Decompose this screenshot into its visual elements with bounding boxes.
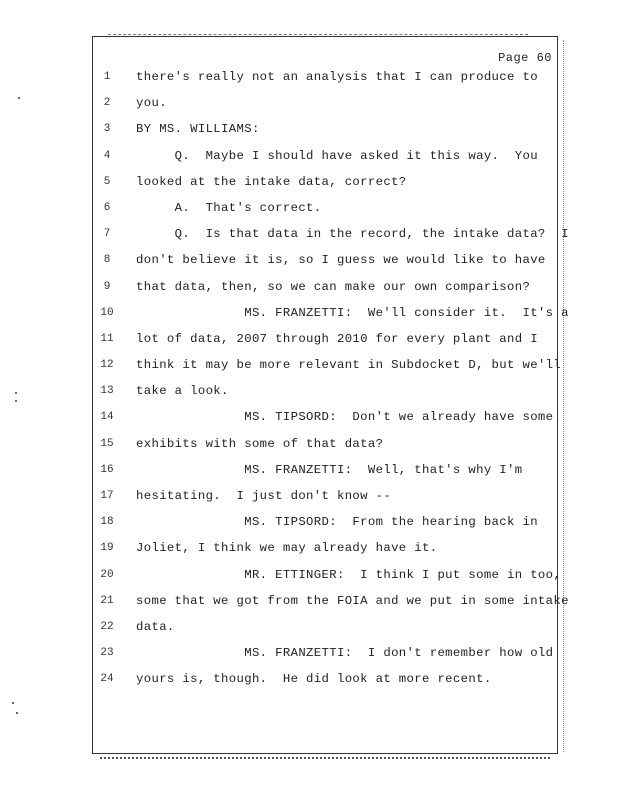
line-text: take a look.: [136, 384, 229, 399]
transcript-line: [0, 378, 618, 404]
transcript-line: [0, 614, 618, 640]
line-text: Joliet, I think we may already have it.: [136, 541, 438, 556]
transcript-line: [0, 483, 618, 509]
transcript-line: [0, 143, 618, 169]
transcript-line: [0, 274, 618, 300]
line-text: MS. FRANZETTI: I don't remember how old: [136, 646, 554, 661]
line-number: 19: [100, 542, 114, 555]
line-number: 13: [100, 385, 114, 398]
line-number: 9: [103, 280, 111, 293]
line-text: hesitating. I just don't know --: [136, 489, 392, 503]
line-text: that data, then, so we can make our own comparison?: [136, 279, 531, 294]
line-number: 24: [100, 673, 114, 686]
line-number: 3: [103, 123, 111, 136]
line-text: A. That's correct.: [136, 200, 322, 215]
line-text: Q. Is that data in the record, the intake data? I: [136, 227, 569, 242]
transcript-lines: [0, 64, 618, 693]
transcript-line: [0, 116, 618, 142]
line-number: 11: [100, 332, 114, 345]
line-text: MR. ETTINGER: I think I put some in too,: [136, 567, 562, 582]
line-text: MS. FRANZETTI: Well, that's why I'm: [136, 462, 523, 477]
line-text: MS. TIPSORD: From the hearing back in: [136, 515, 538, 530]
line-text: lot of data, 2007 through 2010 for every plant and I: [136, 331, 538, 346]
line-number: 10: [100, 306, 114, 319]
line-number: 7: [103, 228, 111, 241]
transcript-line: [0, 431, 618, 457]
line-number: 20: [100, 568, 114, 581]
transcript-line: [0, 64, 618, 90]
line-number: 16: [100, 463, 114, 476]
line-number: 2: [103, 97, 111, 110]
transcript-line: [0, 195, 618, 221]
scan-speck: [16, 712, 18, 714]
line-text: you.: [136, 96, 167, 111]
line-number: 14: [100, 411, 114, 424]
transcript-line: [0, 247, 618, 273]
transcript-line: [0, 457, 618, 483]
line-text: looked at the intake data, correct?: [136, 174, 407, 189]
scan-speck: [15, 392, 17, 394]
line-text: don't believe it is, so I guess we would like to have: [136, 253, 546, 268]
transcript-line: [0, 562, 618, 588]
line-text: data.: [136, 619, 175, 634]
transcript-line: [0, 588, 618, 614]
top-scan-edge: [108, 34, 528, 35]
line-number: 22: [100, 620, 114, 633]
line-number: 18: [100, 516, 114, 529]
scan-speck: [18, 97, 20, 99]
line-text: Q. Maybe I should have asked it this way. You: [136, 148, 538, 163]
line-number: 12: [100, 359, 114, 372]
line-text: BY MS. WILLIAMS:: [136, 122, 260, 137]
line-number: 21: [100, 594, 114, 607]
line-number: 8: [103, 254, 111, 267]
line-text: think it may be more relevant in Subdocket D, but we'll: [136, 358, 562, 373]
transcript-line: [0, 640, 618, 666]
transcript-line: [0, 666, 618, 692]
line-text: some that we got from the FOIA and we put in some intake: [136, 593, 569, 608]
line-number: 1: [103, 71, 111, 83]
line-text: MS. TIPSORD: Don't we already have some: [136, 410, 554, 425]
transcript-line: [0, 300, 618, 326]
line-text: there's really not an analysis that I can produce to: [136, 70, 538, 84]
scan-speck: [12, 702, 14, 704]
page-number: Page 60: [498, 51, 552, 65]
transcript-line: [0, 169, 618, 195]
line-number: 4: [103, 149, 111, 162]
transcript-line: [0, 90, 618, 116]
line-number: 6: [103, 201, 111, 214]
line-text: yours is, though. He did look at more recent.: [136, 672, 492, 687]
transcript-line: [0, 352, 618, 378]
line-number: 15: [100, 437, 114, 450]
transcript-line: [0, 404, 618, 430]
scan-speck: [15, 400, 17, 402]
line-text: MS. FRANZETTI: We'll consider it. It's a: [136, 305, 569, 320]
transcript-line: [0, 221, 618, 247]
line-text: exhibits with some of that data?: [136, 436, 384, 451]
transcript-line: [0, 326, 618, 352]
line-number: 17: [100, 490, 114, 502]
transcript-line: [0, 535, 618, 561]
line-number: 5: [103, 175, 111, 188]
bottom-scan-edge: [100, 757, 550, 759]
line-number: 23: [100, 647, 114, 660]
transcript-line: [0, 509, 618, 535]
